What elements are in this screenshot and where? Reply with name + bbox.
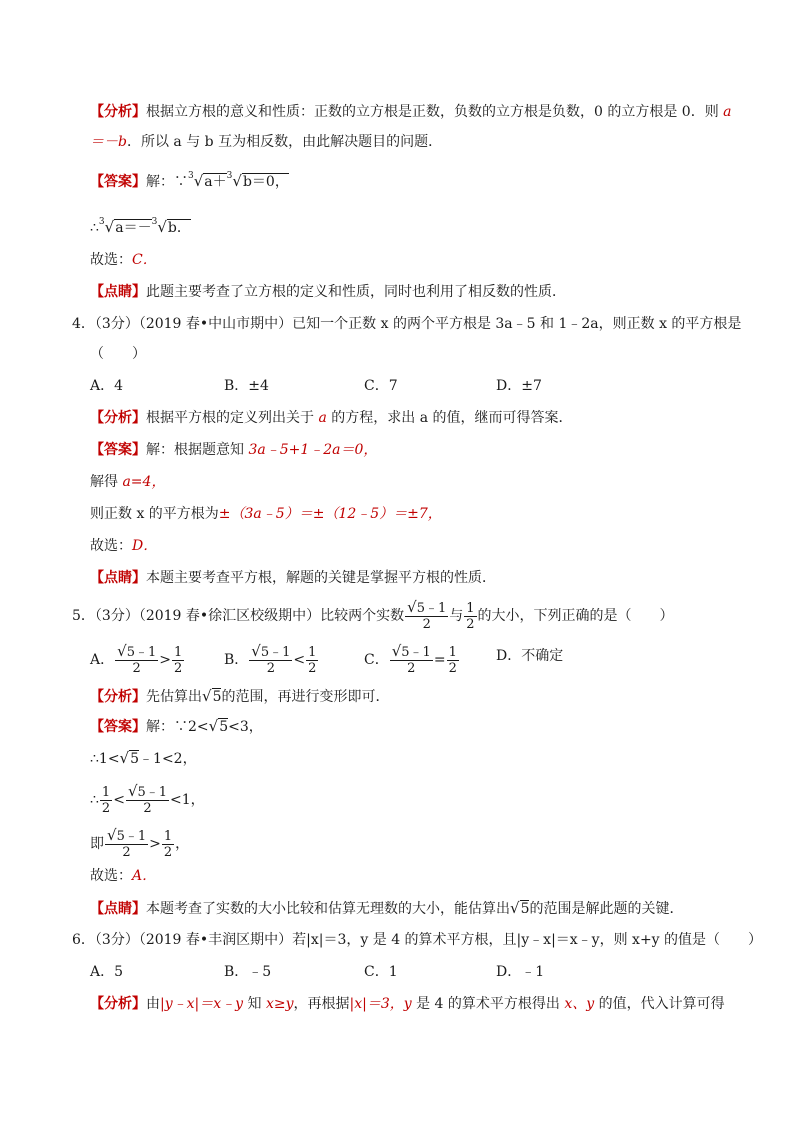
q4-option-d: D．±7 bbox=[496, 378, 542, 394]
q5-analysis-line: 【分析】先估算出√5的范围，再进行变形即可． bbox=[90, 687, 390, 705]
q3-answer-line: 【答案】解：∵$^3$√a＋$^3$√b＝0， bbox=[90, 171, 289, 190]
q3-therefore-line: ∴$^3$√a＝－$^3$√b． bbox=[90, 217, 191, 236]
q6-option-c: C．1 bbox=[364, 964, 398, 980]
q4-solve-line: 解得 a=4， bbox=[90, 474, 166, 490]
q5-answer-line: 【答案】解：∵2<√5<3， bbox=[90, 717, 263, 735]
q5-option-a: A． $\frac{√5﹣1}{2}$ > $\frac{1}{2}$ bbox=[90, 642, 183, 676]
q5-option-c: C． $\frac{√5﹣1}{2}$ = $\frac{1}{2}$ bbox=[364, 642, 457, 676]
q4-then-line: 则正数 x 的平方根为±（3a﹣5）＝±（12﹣5）＝±7， bbox=[90, 506, 442, 522]
q6-option-a: A．5 bbox=[90, 964, 124, 980]
q6-analysis-line: 【分析】由|y﹣x|＝x﹣y 知 x≥y，再根据|x|＝3，y 是 4 的算术平方根得出 x、y 的值，代入计算可得 bbox=[90, 996, 725, 1012]
q3-analysis-line-2: ＝－b．所以 a 与 b 互为相反数，由此解决题目的问题． bbox=[90, 134, 443, 150]
q4-analysis-line: 【分析】根据平方根的定义列出关于 a 的方程，求出 a 的值，继而可得答案． bbox=[90, 410, 573, 426]
q6-option-d: D．﹣1 bbox=[496, 964, 545, 980]
q3-comment-line: 【点睛】此题主要考查了立方根的定义和性质，同时也利用了相反数的性质． bbox=[90, 284, 566, 300]
q6-stem-line: 6．（3分）（2019 春•丰润区期中）若|x|＝3，y 是 4 的算术平方根，且|y﹣x|＝x﹣y，则 x+y 的值是（ ） bbox=[72, 932, 763, 948]
q6-option-b: B．﹣5 bbox=[224, 964, 272, 980]
comment-tag: 【点睛】 bbox=[90, 284, 146, 300]
q5-choose-line: 故选：A． bbox=[90, 868, 157, 884]
q4-option-c: C．7 bbox=[364, 378, 398, 394]
q4-option-a: A．4 bbox=[90, 378, 124, 394]
analysis-tag: 【分析】 bbox=[90, 104, 146, 120]
q5-step2-line: ∴1<√5﹣1<2， bbox=[90, 749, 197, 767]
q3-choose-line: 故选：C． bbox=[90, 252, 157, 268]
q3-analysis-line-1: 【分析】根据立方根的意义和性质：正数的立方根是正数，负数的立方根是负数，0 的立方根是 0．则 a bbox=[90, 104, 732, 120]
q4-answer-line: 【答案】解：根据题意知 3a﹣5+1﹣2a＝0， bbox=[90, 442, 378, 458]
q4-stem-line-2: （ ） bbox=[90, 346, 146, 362]
answer-tag: 【答案】 bbox=[90, 174, 146, 190]
q5-comment-line: 【点睛】本题考查了实数的大小比较和估算无理数的大小，能估算出√5的范围是解此题的关键． bbox=[90, 899, 684, 917]
q5-option-d: D．不确定 bbox=[496, 648, 564, 664]
q5-step4-line: 即 $\frac{√5﹣1}{2}$ > $\frac{1}{2}$ ， bbox=[90, 826, 190, 860]
q5-stem-line: 5．（3分）（2019 春•徐汇区校级期中）比较两个实数 $\frac{√5﹣1}{2}$ 与 $\frac{1}{2}$ 的大小，下列正确的是（ ） bbox=[72, 598, 674, 632]
q5-option-b: B． $\frac{√5﹣1}{2}$ < $\frac{1}{2}$ bbox=[224, 642, 317, 676]
q4-choose-line: 故选：D． bbox=[90, 538, 158, 554]
q4-comment-line: 【点睛】本题主要考查平方根，解题的关键是掌握平方根的性质． bbox=[90, 570, 496, 586]
q5-step3-line: ∴ $\frac{1}{2}$ < $\frac{√5﹣1}{2}$ <1， bbox=[90, 782, 205, 816]
q4-option-b: B．±4 bbox=[224, 378, 269, 394]
q4-stem-line-1: 4．（3分）（2019 春•中山市期中）已知一个正数 x 的两个平方根是 3a﹣5 和 1﹣2a，则正数 x 的平方根是 bbox=[72, 316, 742, 332]
